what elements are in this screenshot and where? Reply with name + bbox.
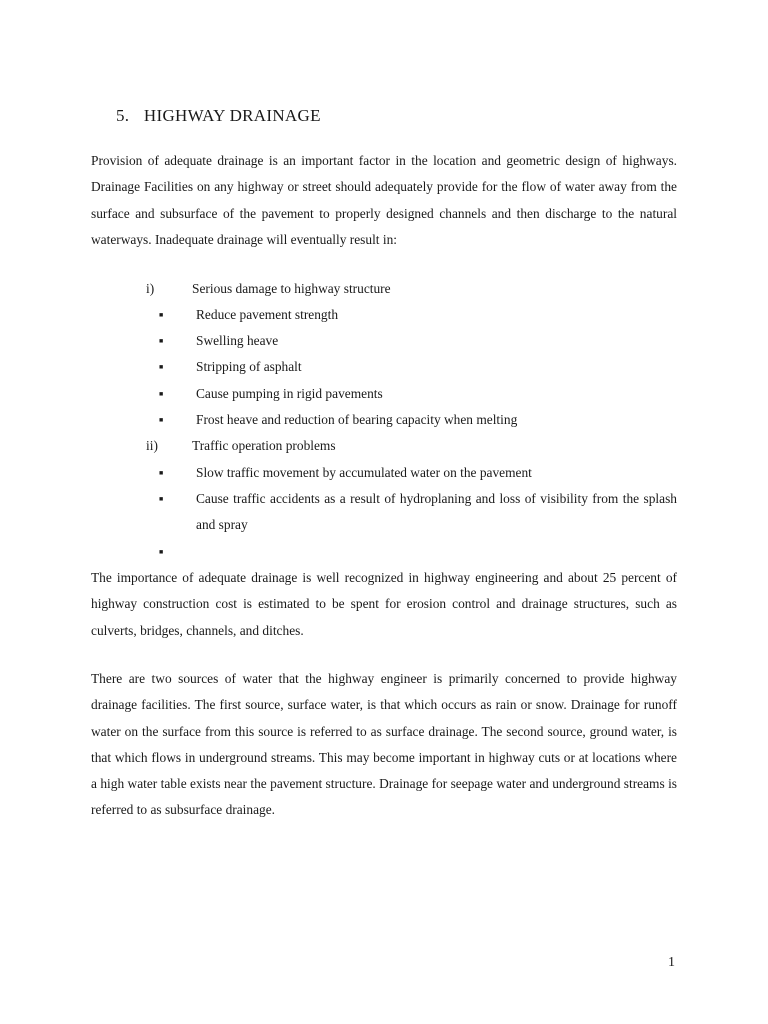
section-number: 5. [116,106,130,125]
list-item-2-text: Traffic operation problems [192,438,336,453]
bullet-item-text: Reduce pavement strength [196,307,339,322]
intro-paragraph: Provision of adequate drainage is an important factor in the location and geometric design of highways. Drainage Facilities on any highway or street should adequately provide for the flow of water away from the surface and subsurface of the pavement to properly designed channels and then discharge to the natural waterways. Inadequate drainage will eventually result in: [91,153,677,247]
bullet-marker-icon: ■ [159,390,164,398]
list-item-1-text: Serious damage to highway structure [192,281,391,296]
bullet-marker-icon: ■ [159,363,164,371]
bullet-marker-icon: ■ [159,495,164,503]
section-title: HIGHWAY DRAINAGE [143,106,321,125]
bullet-item-text: Swelling heave [196,333,279,348]
importance-paragraph: The importance of adequate drainage is well recognized in highway engineering and about 25 percent of highway construction cost is estimated to be spent for erosion control and drainage structures, such as culverts, bridges, channels, and ditches. [91,570,677,638]
bullet-marker-icon: ■ [159,469,164,477]
sources-paragraph: There are two sources of water that the highway engineer is primarily concerned to provide highway drainage facilities. The first source, surface water, is that which occurs as rain or snow. Drainage for runoff water on the surface from this source is referred to as surface drainage. The second source, ground water, is that which flows in underground streams. This may become important in highway cuts or at locations where a high water table exists near the pavement structure. Drainage for seepage water and underground streams is referred to as subsurface drainage. [91,671,677,818]
bullet-item-text: Cause pumping in rigid pavements [196,386,383,401]
bullet-item-text: Cause traffic accidents as a result of hydroplaning and loss of visibility from the splash and spray [196,491,677,533]
section-heading [116,106,321,126]
bullet-item-text: Stripping of asphalt [196,359,302,374]
list-item-2-label: ii) [146,438,158,453]
bullet-item-text: Frost heave and reduction of bearing capacity when melting [196,412,518,427]
bullet-item-text: Slow traffic movement by accumulated water on the pavement [196,465,532,480]
bullet-marker-icon: ■ [159,337,164,345]
bullet-marker-icon: ■ [159,416,164,424]
list-item-1-label: i) [146,281,155,296]
page-number: 1 [668,955,675,970]
bullet-marker-icon: ■ [159,548,164,556]
bullet-marker-icon: ■ [159,311,164,319]
